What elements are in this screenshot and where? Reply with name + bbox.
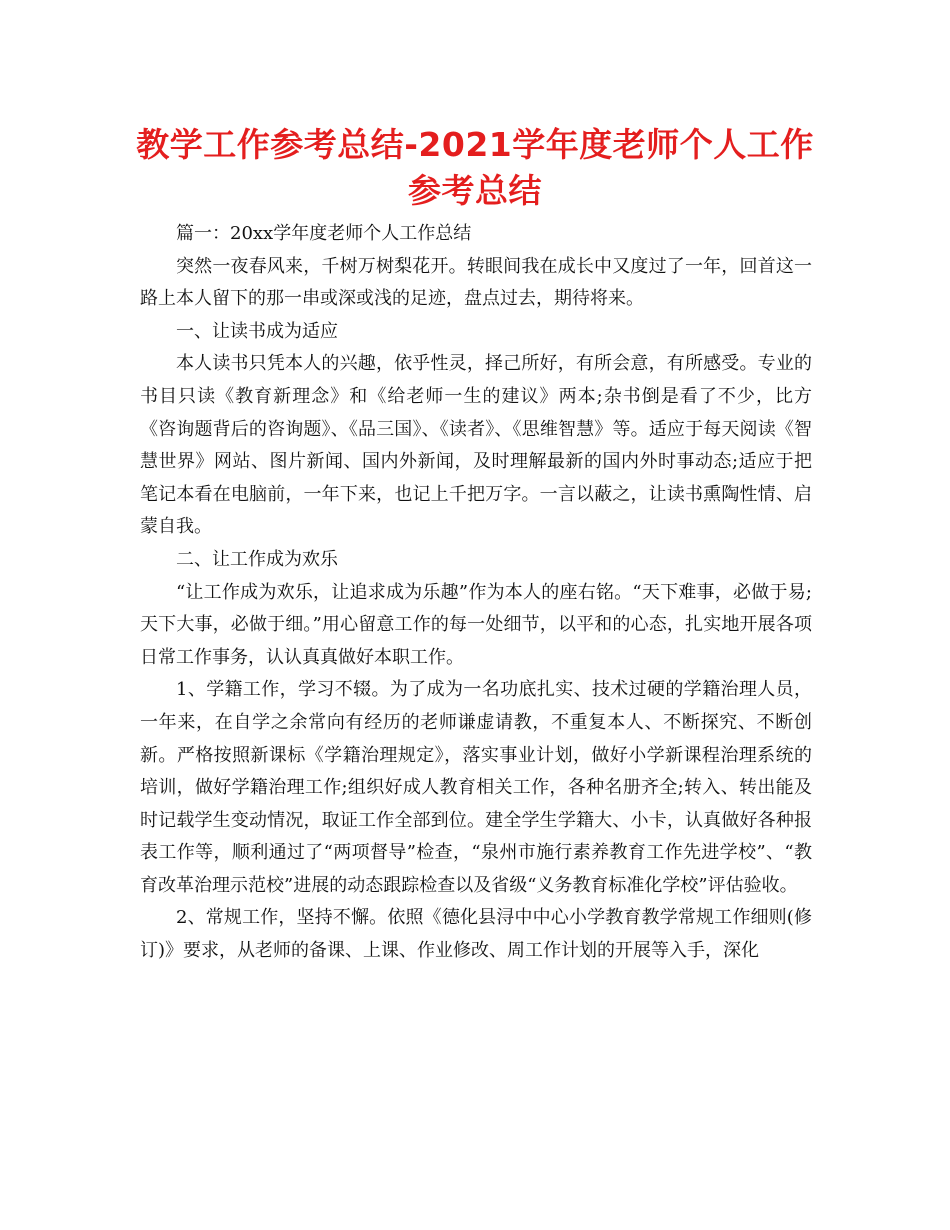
paragraph-heading-1: 篇一：20xx学年度老师个人工作总结 xyxy=(176,223,472,244)
paragraph-routine: 2、常规工作，坚持不懈。依照《德化县浔中中心小学教育教学常规工作细则(修订)》要求，从老师的备课、上课、作业修改、周工作计划的开展等入手，深化 xyxy=(140,907,812,962)
document-body xyxy=(140,218,812,968)
section-heading-work: 二、让工作成为欢乐 xyxy=(176,548,338,570)
document-title: 教学工作参考总结-2021学年度老师个人工作参考总结 xyxy=(136,125,814,210)
section-heading-reading: 一、让读书成为适应 xyxy=(176,320,338,342)
paragraph-enrollment: 1、学籍工作，学习不辍。为了成为一名功底扎实、技术过硬的学籍治理人员，一年来，在自学之余常向有经历的老师谦虚请教，不重复本人、不断探究、不断创新。严格按照新课标《学籍治理规定》，落实事业计划，做好小学新课程治理系统的培训，做好学籍治理工作;组织好成人教育相关工作，各种名册齐全;转入、转出能及时记载学生变动情况，取证工作全部到位。建全学生学籍大、小卡，认真做好各种报表工作等，顺利通过了“两项督导”检查，“泉州市施行素养教育工作先进学校”、“教育改革治理示范校”进展的动态跟踪检查以及省级“义务教育标准化学校”评估验收。 xyxy=(140,679,812,896)
paragraph-reading: 本人读书只凭本人的兴趣，依乎性灵，择己所好，有所会意，有所感受。专业的书目只读《教育新理念》和《给老师一生的建议》两本;杂书倒是看了不少，比方《咨询题背后的咨询题》、《品三国》、《读者》、《思维智慧》等。适应于每天阅读《智慧世界》网站、图片新闻、国内外新闻，及时理解最新的国内外时事动态;适应于把笔记本看在电脑前，一年下来，也记上千把万字。一言以蔽之，让读书熏陶性情、启蒙自我。 xyxy=(140,353,812,538)
paragraph-intro: 突然一夜春风来，千树万树梨花开。转眼间我在成长中又度过了一年，回首这一路上本人留下的那一串或深或浅的足迹，盘点过去，期待将来。 xyxy=(140,255,812,310)
paragraph-work: “让工作成为欢乐，让追求成为乐趣”作为本人的座右铭。“天下难事，必做于易;天下大事，必做于细。”用心留意工作的每一处细节，以平和的心态，扎实地开展各项日常工作事务，认认真真做好本职工作。 xyxy=(140,581,812,668)
